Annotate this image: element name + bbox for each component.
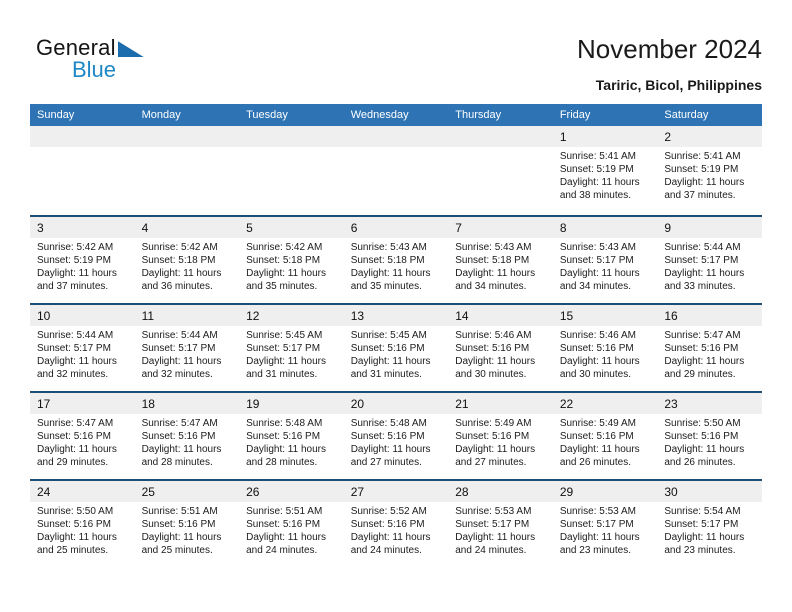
day-cell — [553, 326, 658, 381]
week-details-row — [30, 502, 762, 557]
day-cell — [135, 502, 240, 557]
daylight-text: Daylight: 11 hours — [664, 177, 745, 188]
sunrise-text: Sunrise: 5:47 AM — [664, 330, 741, 341]
week-row — [30, 303, 762, 391]
day-cell — [448, 502, 553, 557]
day-cell — [30, 502, 135, 557]
sunrise-text: Sunrise: 5:42 AM — [246, 242, 323, 253]
sunset-text: Sunset: 5:17 PM — [664, 255, 739, 266]
day-cell — [448, 326, 553, 381]
day-cell — [657, 238, 762, 293]
day-number: 24 — [37, 485, 51, 499]
daylight-text: Daylight: 11 hours — [350, 444, 431, 455]
daylight-text: Daylight: 11 hours — [455, 356, 536, 367]
day-cell — [30, 326, 135, 381]
day-cell-empty — [448, 147, 553, 202]
sunset-text: Sunset: 5:16 PM — [559, 431, 634, 442]
daylight-text: Daylight: 11 hours — [559, 268, 640, 279]
daylight-text-cont: and 24 minutes. — [350, 545, 422, 556]
daylight-text: Daylight: 11 hours — [664, 444, 745, 455]
sunrise-text: Sunrise: 5:44 AM — [664, 242, 741, 253]
sunset-text: Sunset: 5:16 PM — [559, 343, 634, 354]
daylight-text-cont: and 36 minutes. — [141, 281, 213, 292]
day-cell — [657, 326, 762, 381]
sunset-text: Sunset: 5:17 PM — [664, 519, 739, 530]
calendar-weeks — [30, 126, 762, 567]
daylight-text-cont: and 26 minutes. — [559, 457, 631, 468]
day-cell — [553, 238, 658, 293]
day-cell — [135, 326, 240, 381]
sunset-text: Sunset: 5:16 PM — [246, 431, 321, 442]
weekday-header-tuesday: Tuesday — [246, 109, 288, 121]
sunrise-text: Sunrise: 5:42 AM — [37, 242, 114, 253]
day-number: 6 — [350, 221, 358, 235]
weekday-header-sunday: Sunday — [37, 109, 75, 121]
daylight-text-cont: and 30 minutes. — [559, 369, 631, 380]
sunset-text: Sunset: 5:19 PM — [664, 164, 739, 175]
daylight-text-cont: and 32 minutes. — [141, 369, 213, 380]
daylight-text: Daylight: 11 hours — [664, 268, 745, 279]
sunset-text: Sunset: 5:18 PM — [350, 255, 425, 266]
day-cell-empty — [135, 147, 240, 202]
logo-text-general: General — [36, 35, 116, 60]
daylight-text-cont: and 29 minutes. — [664, 369, 736, 380]
sunset-text: Sunset: 5:16 PM — [141, 519, 216, 530]
week-details-row — [30, 238, 762, 293]
sunset-text: Sunset: 5:18 PM — [141, 255, 216, 266]
daylight-text: Daylight: 11 hours — [246, 356, 326, 367]
sunrise-text: Sunrise: 5:52 AM — [350, 506, 427, 517]
daylight-text-cont: and 28 minutes. — [246, 457, 318, 468]
day-number: 17 — [37, 397, 51, 411]
sunrise-text: Sunrise: 5:49 AM — [455, 418, 532, 429]
day-number: 3 — [37, 221, 44, 235]
day-cell-empty — [344, 147, 449, 202]
month-title: November 2024 — [577, 34, 762, 64]
week-details-row — [30, 414, 762, 469]
sunrise-text: Sunrise: 5:53 AM — [455, 506, 532, 517]
sunset-text: Sunset: 5:16 PM — [455, 431, 530, 442]
weekday-header-monday: Monday — [141, 109, 181, 121]
week-row — [30, 479, 762, 567]
sunrise-text: Sunrise: 5:50 AM — [664, 418, 741, 429]
sunset-text: Sunset: 5:16 PM — [141, 431, 216, 442]
daylight-text-cont: and 23 minutes. — [664, 545, 736, 556]
daylight-text-cont: and 30 minutes. — [455, 369, 527, 380]
daylight-text-cont: and 25 minutes. — [37, 545, 109, 556]
sunset-text: Sunset: 5:18 PM — [455, 255, 530, 266]
sunrise-text: Sunrise: 5:48 AM — [350, 418, 427, 429]
sunrise-text: Sunrise: 5:44 AM — [141, 330, 218, 341]
day-cell — [448, 414, 553, 469]
sunset-text: Sunset: 5:16 PM — [350, 519, 425, 530]
daylight-text: Daylight: 11 hours — [246, 532, 326, 543]
daylight-text-cont: and 34 minutes. — [559, 281, 631, 292]
sunrise-text: Sunrise: 5:49 AM — [559, 418, 636, 429]
date-number-strip — [30, 305, 762, 326]
sunset-text: Sunset: 5:18 PM — [246, 255, 321, 266]
sunset-text: Sunset: 5:17 PM — [141, 343, 216, 354]
sunrise-text: Sunrise: 5:45 AM — [350, 330, 427, 341]
sunset-text: Sunset: 5:19 PM — [559, 164, 634, 175]
day-cell — [657, 502, 762, 557]
sunrise-text: Sunrise: 5:50 AM — [37, 506, 114, 517]
day-number: 30 — [664, 485, 678, 499]
daylight-text-cont: and 33 minutes. — [664, 281, 736, 292]
sunrise-text: Sunrise: 5:47 AM — [37, 418, 114, 429]
day-number: 29 — [559, 485, 574, 499]
sunset-text: Sunset: 5:16 PM — [664, 343, 739, 354]
sunset-text: Sunset: 5:16 PM — [37, 431, 111, 442]
sunset-text: Sunset: 5:16 PM — [664, 431, 739, 442]
daylight-text-cont: and 25 minutes. — [141, 545, 213, 556]
daylight-text: Daylight: 11 hours — [350, 268, 431, 279]
day-cell — [344, 326, 449, 381]
day-number: 18 — [141, 397, 155, 411]
day-cell — [135, 238, 240, 293]
sunrise-text: Sunrise: 5:43 AM — [559, 242, 636, 253]
sunrise-text: Sunrise: 5:42 AM — [141, 242, 218, 253]
day-number: 13 — [350, 309, 365, 323]
sunrise-text: Sunrise: 5:54 AM — [664, 506, 741, 517]
weekday-header-row — [30, 104, 762, 126]
sunset-text: Sunset: 5:16 PM — [350, 431, 425, 442]
daylight-text: Daylight: 11 hours — [141, 356, 222, 367]
day-cell — [344, 238, 449, 293]
daylight-text: Daylight: 11 hours — [350, 356, 431, 367]
daylight-text-cont: and 37 minutes. — [37, 281, 109, 292]
sunset-text: Sunset: 5:17 PM — [455, 519, 530, 530]
day-number: 1 — [559, 130, 567, 144]
day-number: 2 — [664, 130, 672, 144]
day-cell — [239, 238, 344, 293]
daylight-text: Daylight: 11 hours — [37, 268, 117, 279]
daylight-text-cont: and 24 minutes. — [455, 545, 527, 556]
logo-text-blue: Blue — [72, 57, 117, 82]
day-number: 22 — [559, 397, 574, 411]
daylight-text-cont: and 27 minutes. — [455, 457, 527, 468]
day-number: 15 — [559, 309, 574, 323]
daylight-text-cont: and 38 minutes. — [559, 190, 631, 201]
day-cell-empty — [239, 147, 344, 202]
day-number-empty — [239, 126, 344, 147]
sunset-text: Sunset: 5:16 PM — [350, 343, 425, 354]
daylight-text: Daylight: 11 hours — [664, 356, 745, 367]
calendar-table — [30, 104, 762, 567]
weekday-header-wednesday: Wednesday — [350, 109, 409, 121]
daylight-text-cont: and 27 minutes. — [350, 457, 422, 468]
date-number-strip — [30, 126, 762, 147]
day-number: 7 — [455, 221, 462, 235]
date-number-strip — [30, 217, 762, 238]
day-number-empty — [344, 126, 449, 147]
day-cell — [553, 147, 658, 202]
day-cell — [135, 414, 240, 469]
daylight-text-cont: and 28 minutes. — [141, 457, 213, 468]
daylight-text: Daylight: 11 hours — [246, 268, 326, 279]
day-cell — [448, 238, 553, 293]
sunset-text: Sunset: 5:17 PM — [559, 255, 634, 266]
day-number: 5 — [246, 221, 253, 235]
date-number-strip — [30, 393, 762, 414]
daylight-text-cont: and 24 minutes. — [246, 545, 318, 556]
daylight-text-cont: and 26 minutes. — [664, 457, 736, 468]
day-number: 11 — [141, 309, 155, 323]
day-cell — [553, 502, 658, 557]
day-number: 27 — [350, 485, 365, 499]
day-cell — [657, 147, 762, 202]
sunrise-text: Sunrise: 5:43 AM — [350, 242, 427, 253]
day-number: 28 — [455, 485, 469, 499]
daylight-text: Daylight: 11 hours — [455, 532, 536, 543]
week-row — [30, 126, 762, 215]
sunrise-text: Sunrise: 5:48 AM — [246, 418, 323, 429]
sunrise-text: Sunrise: 5:51 AM — [246, 506, 323, 517]
sunset-text: Sunset: 5:17 PM — [559, 519, 634, 530]
daylight-text: Daylight: 11 hours — [455, 444, 536, 455]
daylight-text-cont: and 31 minutes. — [246, 369, 318, 380]
daylight-text: Daylight: 11 hours — [559, 444, 640, 455]
day-cell — [344, 414, 449, 469]
week-row — [30, 215, 762, 303]
day-cell — [553, 414, 658, 469]
daylight-text: Daylight: 11 hours — [559, 532, 640, 543]
week-details-row — [30, 147, 762, 202]
day-cell — [239, 326, 344, 381]
daylight-text: Daylight: 11 hours — [37, 532, 117, 543]
daylight-text: Daylight: 11 hours — [141, 532, 222, 543]
sunset-text: Sunset: 5:17 PM — [246, 343, 321, 354]
daylight-text: Daylight: 11 hours — [559, 356, 640, 367]
day-number: 21 — [455, 397, 469, 411]
sunrise-text: Sunrise: 5:45 AM — [246, 330, 323, 341]
sunrise-text: Sunrise: 5:43 AM — [455, 242, 532, 253]
day-cell — [344, 502, 449, 557]
daylight-text-cont: and 32 minutes. — [37, 369, 109, 380]
daylight-text-cont: and 35 minutes. — [246, 281, 318, 292]
date-number-strip — [30, 481, 762, 502]
day-cell — [657, 414, 762, 469]
sunrise-text: Sunrise: 5:46 AM — [455, 330, 532, 341]
day-number: 4 — [141, 221, 149, 235]
daylight-text: Daylight: 11 hours — [37, 356, 117, 367]
day-number: 19 — [246, 397, 260, 411]
day-number: 9 — [664, 221, 672, 235]
day-number: 23 — [664, 397, 678, 411]
day-number: 10 — [37, 309, 51, 323]
daylight-text: Daylight: 11 hours — [37, 444, 117, 455]
daylight-text: Daylight: 11 hours — [141, 444, 222, 455]
sunrise-text: Sunrise: 5:47 AM — [141, 418, 218, 429]
sunset-text: Sunset: 5:16 PM — [246, 519, 321, 530]
day-cell — [239, 414, 344, 469]
daylight-text: Daylight: 11 hours — [664, 532, 745, 543]
day-number: 25 — [141, 485, 155, 499]
daylight-text-cont: and 37 minutes. — [664, 190, 736, 201]
blue-triangle-icon — [118, 41, 144, 57]
day-number: 14 — [455, 309, 469, 323]
day-cell — [30, 238, 135, 293]
general-blue-logo — [36, 35, 144, 82]
weekday-header-saturday: Saturday — [664, 109, 709, 121]
day-cell-empty — [30, 147, 135, 202]
day-number: 16 — [664, 309, 678, 323]
daylight-text: Daylight: 11 hours — [559, 177, 640, 188]
day-number: 12 — [246, 309, 260, 323]
weekday-header-thursday: Thursday — [455, 109, 502, 121]
day-number-empty — [448, 126, 553, 147]
daylight-text-cont: and 31 minutes. — [350, 369, 422, 380]
sunset-text: Sunset: 5:16 PM — [455, 343, 530, 354]
daylight-text-cont: and 35 minutes. — [350, 281, 422, 292]
weekday-header-friday: Friday — [559, 109, 591, 121]
week-details-row — [30, 326, 762, 381]
daylight-text: Daylight: 11 hours — [350, 532, 431, 543]
day-number-empty — [30, 126, 135, 147]
sunset-text: Sunset: 5:17 PM — [37, 343, 111, 354]
day-number: 20 — [350, 397, 365, 411]
sunset-text: Sunset: 5:16 PM — [37, 519, 111, 530]
sunrise-text: Sunrise: 5:44 AM — [37, 330, 114, 341]
sunrise-text: Sunrise: 5:51 AM — [141, 506, 218, 517]
daylight-text-cont: and 23 minutes. — [559, 545, 631, 556]
sunrise-text: Sunrise: 5:46 AM — [559, 330, 636, 341]
day-number: 26 — [246, 485, 260, 499]
daylight-text: Daylight: 11 hours — [141, 268, 222, 279]
daylight-text: Daylight: 11 hours — [455, 268, 536, 279]
daylight-text: Daylight: 11 hours — [246, 444, 326, 455]
sunrise-text: Sunrise: 5:41 AM — [664, 151, 741, 162]
day-number-empty — [135, 126, 240, 147]
day-cell — [239, 502, 344, 557]
location-subtitle: Tariric, Bicol, Philippines — [595, 77, 762, 93]
week-row — [30, 391, 762, 479]
sunset-text: Sunset: 5:19 PM — [37, 255, 111, 266]
sunrise-text: Sunrise: 5:53 AM — [559, 506, 636, 517]
title-block — [577, 34, 762, 93]
sunrise-text: Sunrise: 5:41 AM — [559, 151, 636, 162]
day-cell — [30, 414, 135, 469]
day-number: 8 — [559, 221, 567, 235]
daylight-text-cont: and 29 minutes. — [37, 457, 109, 468]
daylight-text-cont: and 34 minutes. — [455, 281, 527, 292]
